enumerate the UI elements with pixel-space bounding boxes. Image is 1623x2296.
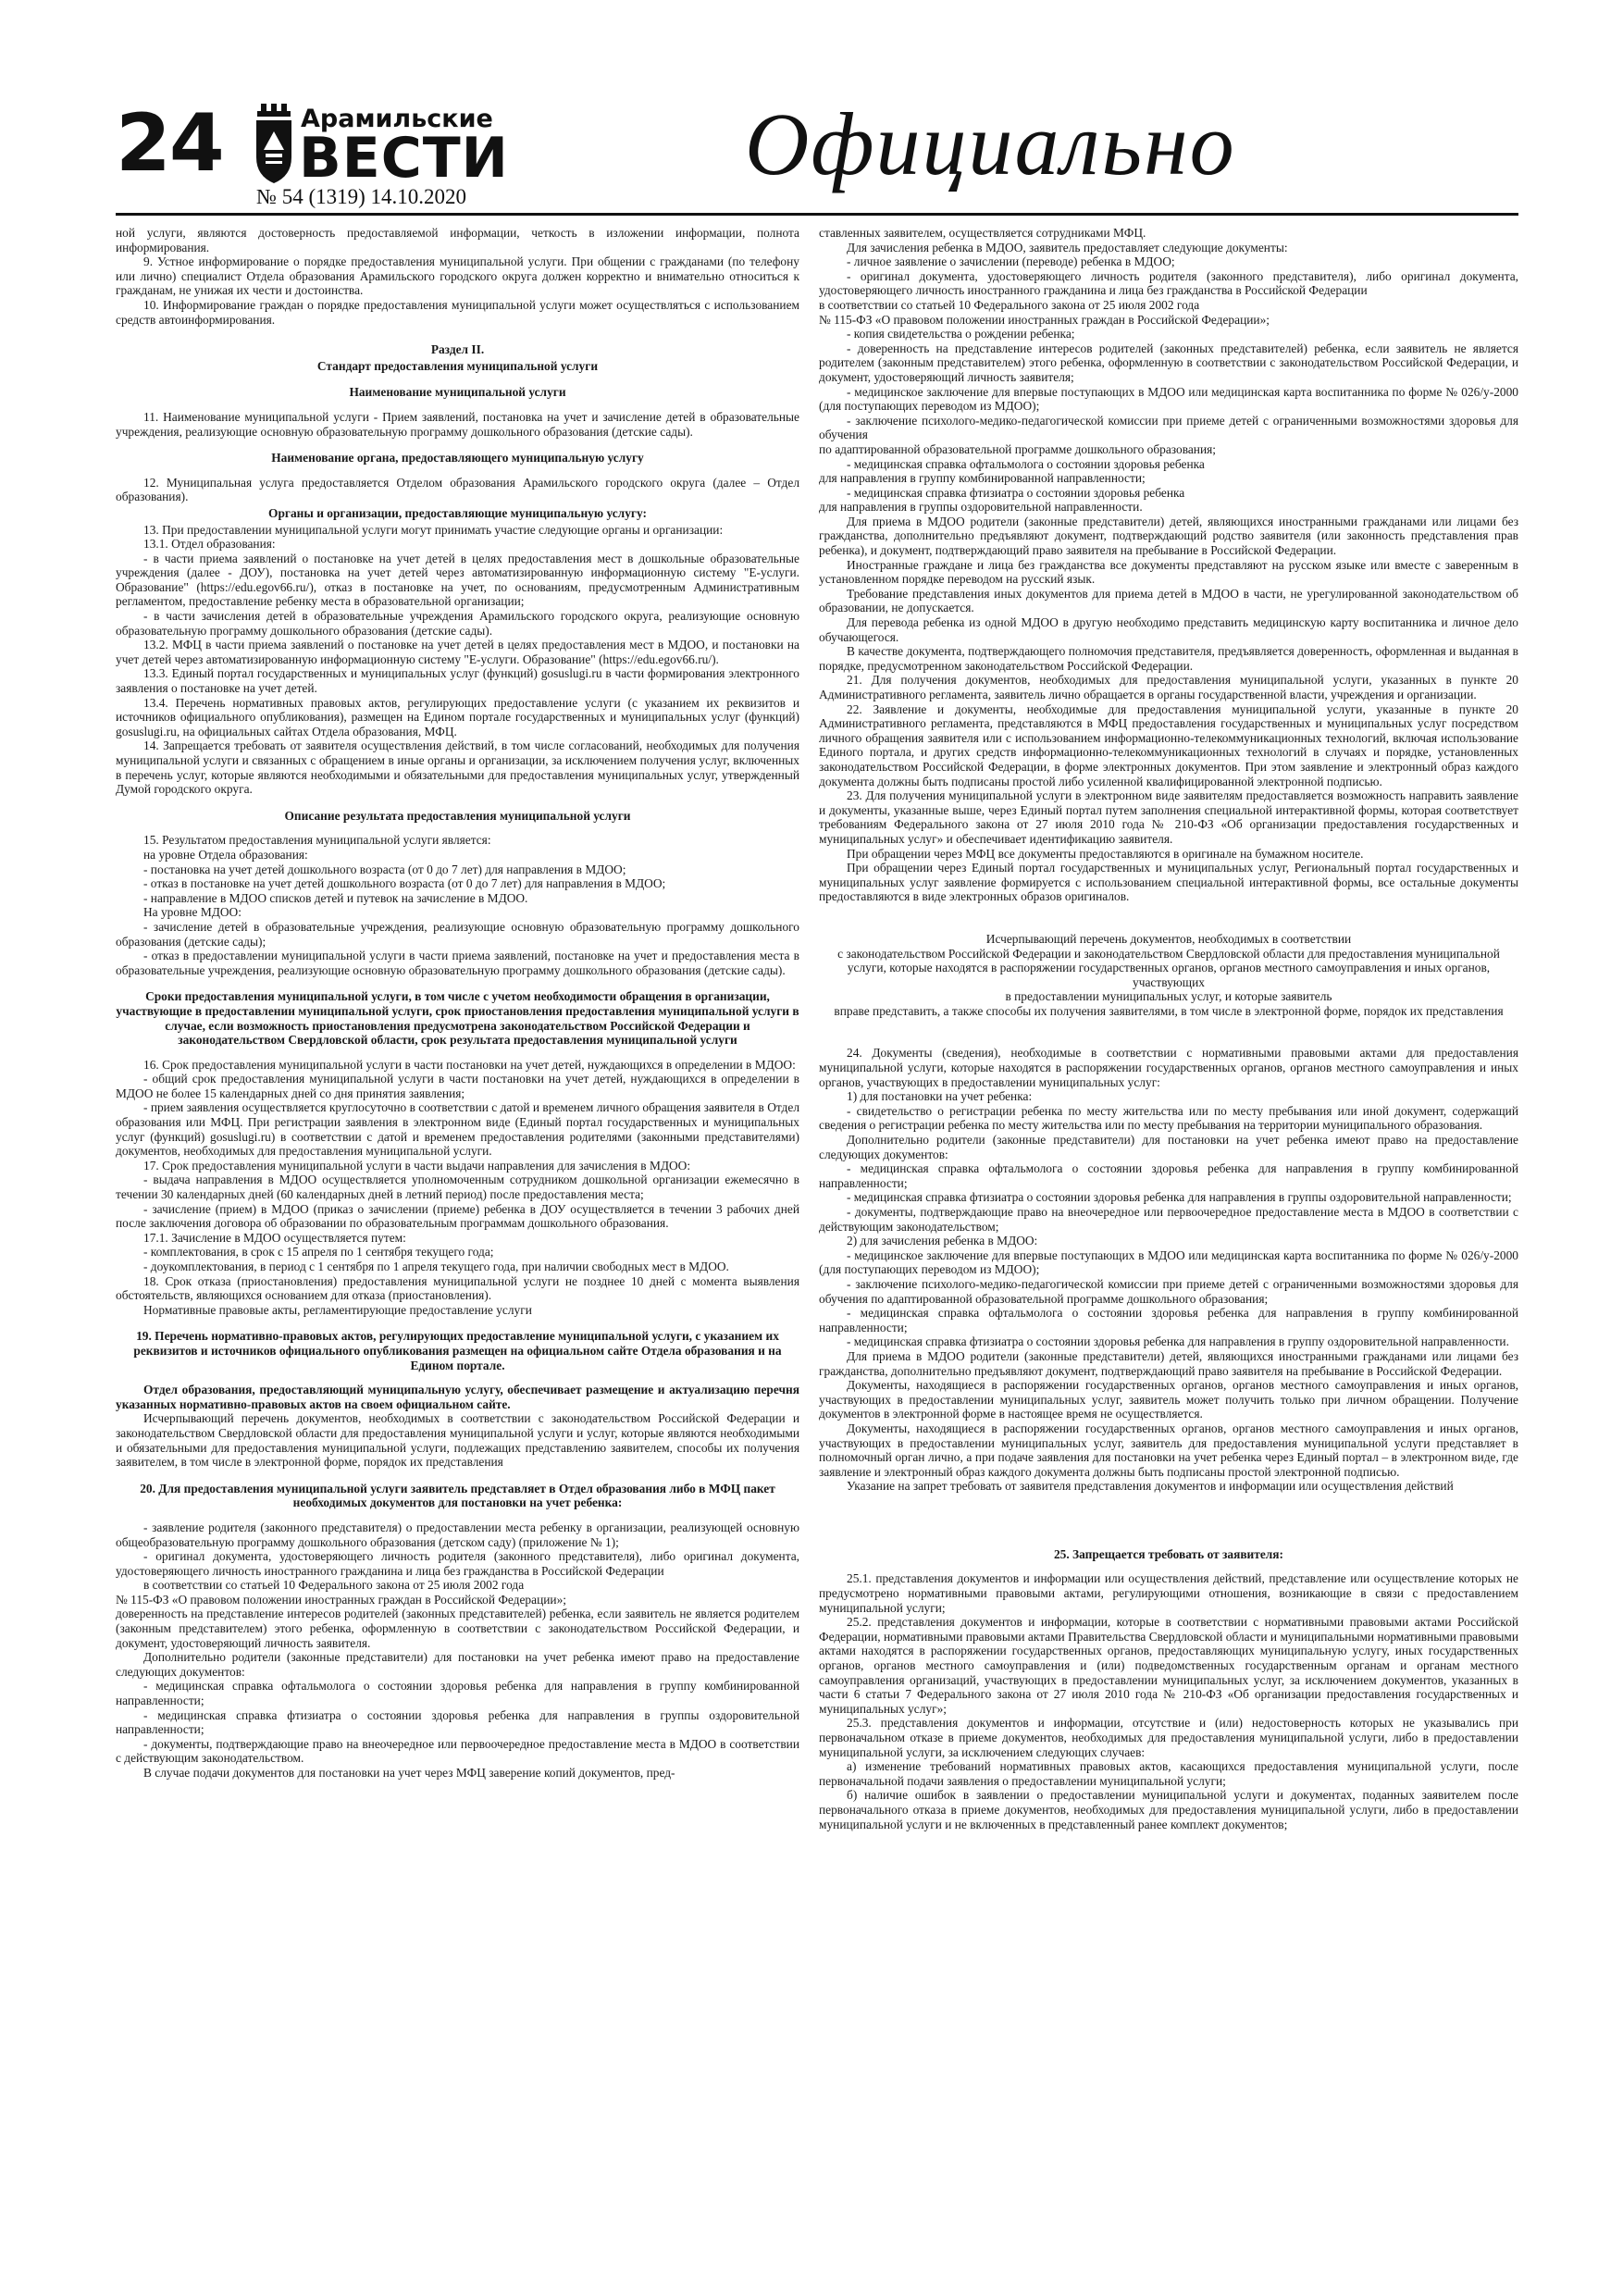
coat-of-arms-logo <box>253 104 295 183</box>
paragraph: - медицинская справка офтальмолога о состоянии здоровья ребенка для направления в группу комбинированной направленности; <box>819 1306 1518 1334</box>
page-number: 24 <box>116 97 223 190</box>
paragraph: - документы, подтверждающие право на внеочередное или первоочередное предоставление места в МДОО в соответствии с действующим законодательством; <box>819 1205 1518 1234</box>
paragraph: - медицинская справка фтизиатра о состоянии здоровья ребенка для направления в группу оздоровительной направленности. <box>847 1334 1509 1349</box>
brand-name-top: Арамильские <box>301 105 493 133</box>
paragraph: - медицинская справка офтальмолога о состоянии здоровья ребенка для направления в группу комбинированной направленности; <box>819 1161 1518 1190</box>
paragraph: - отказ в предоставлении муниципальной услуги в части приема заявлений, постановке на учет и предоставления места в образовательные учреждения, реализующие основную образовательную программу дошкольного образования (детские сады). <box>116 949 799 977</box>
paragraph: 21. Для получения документов, необходимых для предоставления муниципальной услуги, указанных в пункте 20 Административного регламента, заявитель лично обращается в органы государственной власти, учреждения и организации. <box>819 673 1518 701</box>
paragraph: - комплектования, в срок с 15 апреля по 1 сентября текущего года; <box>143 1245 494 1260</box>
paragraph: - доукомплектования, в период с 1 сентября по 1 апреля текущего года, при наличии свободных мест в МДОО. <box>143 1260 729 1273</box>
subsection-heading: вправе представить, а также способы их получения заявителями, в том числе в электронной форме, порядок их представления <box>834 1003 1504 1018</box>
paragraph: - прием заявления осуществляется круглосуточно в соответствии с датой и временем личного обращения заявителя в Отдел образования или МФЦ. При регистрации заявления в электронном виде (Единый портал государственных и муниципальных услуг (функций) gosuslugi.ru) в соответствии с датой и временем предоставления родителями (законными представителями) документов, необходимых для предоставления муниципальной услуги. <box>116 1100 799 1159</box>
paragraph: 16. Срок предоставления муниципальной услуги в части постановки на учет детей, нуждающихся в определении в МДОО: <box>143 1057 796 1072</box>
paragraph: - медицинская справка офтальмолога о состоянии здоровья ребенка <box>847 456 1205 471</box>
subsection-heading: 19. Перечень нормативно-правовых актов, регулирующих предоставление муниципальной услуги, с указанием их реквизитов и источников официального опубликования размещен на официальном сайте Отдела образования и на Едином портале. <box>133 1329 782 1372</box>
paragraph: - копия свидетельства о рождении ребенка; <box>847 327 1075 341</box>
paragraph: Исчерпывающий перечень документов, необходимых в соответствии с законодательством Российской Федерации и законодательством Свердловской области для предоставления муниципальной услуги и услуг, которые являются необходимыми и обязательными для предоставления муниципальной услуги, подлежащих представлению заявителем, способы их получения заявителем, в том числе в электронной форме, порядок их представления <box>116 1411 799 1470</box>
paragraph: - личное заявление о зачислении (переводе) ребенка в МДОО; <box>847 254 1175 269</box>
paragraph: № 115-ФЗ «О правовом положении иностранных граждан в Российской Федерации»; <box>116 1592 566 1607</box>
paragraph: - заключение психолого-медико-педагогической комиссии при приеме детей с ограниченными возможностями здоровья для обучения по адаптированной образовательной программе дошкольного образования; <box>819 1276 1518 1306</box>
left-column <box>116 226 799 2262</box>
paragraph: 2) для зачисления ребенка в МДОО: <box>847 1234 1038 1248</box>
paragraph: - зачисление детей в образовательные учреждения, реализующие основную образовательную программу дошкольного образования (детские сады); <box>116 919 799 949</box>
paragraph: - свидетельство о регистрации ребенка по месту жительства или по месту пребывания или иной документ, содержащий сведения о регистрации ребенка по месту жительства или по месту пребывания на территории муниципального образования. <box>819 1103 1518 1133</box>
paragraph: 15. Результатом предоставления муниципальной услуги является: <box>143 833 491 848</box>
paragraph: Нормативные правовые акты, регламентирующие предоставление услуги <box>143 1302 532 1317</box>
paragraph: - медицинская справка офтальмолога о состоянии здоровья ребенка для направления в группу комбинированной направленности; <box>116 1679 799 1708</box>
paragraph: - медицинская справка фтизиатра о состоянии здоровья ребенка для направления в группы оздоровительной направленности; <box>847 1190 1512 1205</box>
paragraph: 18. Срок отказа (приостановления) предоставления муниципальной услуги не позднее 10 дней с момента выявления обстоятельств, являющихся основанием для отказа (приостановления). <box>116 1273 799 1303</box>
paragraph: 13.2. МФЦ в части приема заявлений о постановке на учет детей в целях предоставления мест в МДОО, и постановки на учет детей через автоматизированную информационную систему "Е-услуги. Образование" (https://edu.egov66.ru/). <box>116 638 799 666</box>
paragraph: Для зачисления ребенка в МДОО, заявитель предоставляет следующие документы: <box>847 240 1288 254</box>
paragraph: 13.4. Перечень нормативных правовых актов, регулирующих предоставление услуги (с указанием их реквизитов и источников официального опубликования), размещен на Едином портале государственных и муниципальных услуг (функций) gosuslugi.ru, на официальных сайтах Отдела образования, МФЦ. <box>116 695 799 738</box>
paragraph: 25.1. представления документов и информации или осуществления действий, представление или осуществление которых не предусмотрено нормативными правовыми актами, регулирующими отношения, возникающие в связи с предоставлением муниципальной услуги; <box>819 1571 1518 1615</box>
paragraph: - в части зачисления детей в образовательные учреждения Арамильского городского округа, реализующие основную образовательную программу дошкольного образования (детские сады). <box>116 609 799 638</box>
paragraph: Для перевода ребенка из одной МДОО в другую необходимо представить медицинскую карту воспитанника и личное дело обучающегося. <box>819 615 1518 644</box>
paragraph: - направление в МДОО списков детей и путевок на зачисление в МДОО. <box>143 890 528 905</box>
paragraph: - оригинал документа, удостоверяющего личность родителя (законного представителя), либо оригинал документа, удостоверяющего личность иностранного гражданина и лица без гражданства в Российской Федерации <box>116 1549 799 1578</box>
subsection-heading: в предоставлении муниципальных услуг, и которые заявитель <box>1005 989 1332 1004</box>
subsection-heading: 20. Для предоставления муниципальной услуги заявитель представляет в Отдел образования либо в МФЦ пакет необходимых документов для постановки на учет ребенка: <box>140 1481 775 1510</box>
paragraph: 1) для постановки на учет ребенка: <box>847 1089 1033 1104</box>
paragraph: - постановка на учет детей дошкольного возраста (от 0 до 7 лет) для направления в МДОО; <box>143 862 626 876</box>
paragraph: Для приема в МДОО родители (законные представители) детей, являющихся иностранными гражданами или лицами без гражданства, дополнительно предъявляют документ, подтверждающий родство заявителя (или законность представления прав ребенка), и документ, подтверждающий право заявителя на пребывание в Российской Федерации. <box>819 514 1518 558</box>
masthead <box>116 94 1518 211</box>
paragraph: а) изменение требований нормативных правовых актов, касающихся предоставления муниципальной услуги, после первоначальной подачи заявления о предоставлении муниципальной услуги; <box>819 1759 1518 1788</box>
paragraph: 13. При предоставлении муниципальной услуги могут принимать участие следующие органы и организации: <box>143 522 724 537</box>
section-title: Официально <box>745 94 1236 193</box>
paragraph: № 115-ФЗ «О правовом положении иностранных граждан в Российской Федерации»; <box>819 312 1270 327</box>
paragraph: ной услуги, являются достоверность предоставляемой информации, четкость в изложении информации, полнота информирования. <box>116 226 799 254</box>
paragraph: 17.1. Зачисление в МДОО осуществляется путем: <box>143 1230 406 1245</box>
paragraph: В случае подачи документов для постановки на учет через МФЦ заверение копий документов, пред- <box>143 1766 675 1780</box>
subsection-heading: 25. Запрещается требовать от заявителя: <box>1053 1546 1284 1561</box>
paragraph: б) наличие ошибок в заявлении о предоставлении муниципальной услуги и документах, поданных заявителем после первоначального отказа в приеме документов, необходимых для предоставления муниципальной услуги, либо в предоставлении муниципальной услуги и не включенных в представленный ранее комплект документов; <box>819 1788 1518 1831</box>
paragraph: 10. Информирование граждан о порядке предоставления муниципальной услуги может осуществляться с использованием средств автоинформирования. <box>116 297 799 327</box>
subsection-heading: Исчерпывающий перечень документов, необходимых в соответствии <box>985 931 1352 946</box>
subsection-heading: с законодательством Российской Федерации и законодательством Свердловской области для предоставления муниципальной услуги, которые находятся в распоряжении государственных органов, органов местного самоуправления и иных органов, участвующих <box>837 946 1500 989</box>
paragraph: При обращении через Единый портал государственных и муниципальных услуг, Региональный портал государственных и муниципальных услуг заявление формируется с использованием специальной интерактивной формы, все остальные документы предоставляются в виде электронных образов оригиналов. <box>819 861 1518 904</box>
issue-info: № 54 (1319) 14.10.2020 <box>256 185 467 208</box>
paragraph: 11. Наименование муниципальной услуги - Прием заявлений, постановка на учет и зачисление детей в образовательные учреждения, реализующие основную образовательную программу дошкольного образования (детские сады). <box>116 409 799 439</box>
header-rule <box>116 213 1518 216</box>
paragraph: - медицинская справка фтизиатра о состоянии здоровья ребенка для направления в группы оздоровительной направленности; <box>116 1707 799 1737</box>
paragraph: - медицинская справка фтизиатра о состоянии здоровья ребенка <box>847 485 1185 500</box>
right-column <box>819 226 1518 2262</box>
paragraph: 14. Запрещается требовать от заявителя осуществления действий, в том числе согласований, необходимых для получения муниципальной услуги и связанных с обращением в иные органы и организации, за исключением получения услуг, включенных в перечень услуг, которые являются необходимыми и обязательными для предоставления муниципальных услуг, утвержденный Думой городского округа. <box>116 738 799 797</box>
paragraph: для направления в группу комбинированной направленности; <box>819 471 1146 486</box>
section-heading: Раздел II. <box>430 342 485 357</box>
paragraph: для направления в группы оздоровительной направленности. <box>819 500 1143 515</box>
paragraph: Указание на запрет требовать от заявителя представления документов и информации или осуществления действий <box>847 1479 1454 1494</box>
paragraph: Для приема в МДОО родители (законные представители) детей, являющихся иностранными гражданами или лицами без гражданства, дополнительно предъявляют документ, подтверждающий право заявителя на пребывание в Российской Федерации. <box>819 1348 1518 1378</box>
paragraph: 24. Документы (сведения), необходимые в соответствии с нормативными правовыми актами для предоставления муниципальной услуги, которые находятся в распоряжении государственных органов, органов местного самоуправления и иных органов, участвующих в предоставлении муниципальных услуг: <box>819 1046 1518 1089</box>
paragraph: 25.3. представления документов и информации, отсутствие и (или) недостоверность которых не указывались при первоначальном отказе в приеме документов, необходимых для предоставления муниципальной услуги, либо в предоставлении муниципальной услуги, за исключением следующих случаев: <box>819 1716 1518 1759</box>
subsection-heading: Наименование органа, предоставляющего муниципальную услугу <box>271 451 644 465</box>
paragraph: Дополнительно родители (законные представители) для постановки на учет ребенка имеют право на предоставление следующих документов: <box>116 1650 799 1679</box>
paragraph: 25.2. представления документов и информации, которые в соответствии с нормативными правовыми актами Российской Федерации, нормативными правовыми актами Правительства Свердловской области и муниципальными нормативными правовыми актами находятся в распоряжении государственных органов, предоставляющих муниципальную услугу, иных государственных органов, органов местного самоуправления и (или) подведомственных государственным органам и органам местного самоуправления организаций, участвующих в предоставлении муниципальных услуг, за исключением документов, указанных в части 6 статьи 7 Федерального закона от 27 июля 2010 года № 210-ФЗ «Об организации предоставления государственных и муниципальных услуг»; <box>819 1615 1518 1716</box>
subsection-heading: Наименование муниципальной услуги <box>349 385 566 400</box>
paragraph: - оригинал документа, удостоверяющего личность родителя (законного представителя), либо оригинал документа, удостоверяющего личность иностранного гражданина и лица без гражданства в Российской Федерации <box>819 268 1518 298</box>
paragraph: по адаптированной образовательной программе дошкольного образования; <box>819 441 1216 456</box>
paragraph: ставленных заявителем, осуществляется сотрудниками МФЦ. <box>819 226 1146 240</box>
brand-name-main: ВЕСТИ <box>299 126 509 191</box>
subsection-heading: Сроки предоставления муниципальной услуги, в том числе с учетом необходимости обращения в организации, участвующие в предоставлении муниципальной услуги, срок приостановления предоставления муниципальной услуги в случае, если возможность приостановления предусмотрена законодательством Российской Федерации и законодательством Свердловской области, срок результата предоставления муниципальной услуги <box>116 989 799 1048</box>
paragraph: - заключение психолого-медико-педагогической комиссии при приеме детей с ограниченными возможностями здоровья для обучения <box>819 413 1518 442</box>
paragraph: - медицинское заключение для впервые поступающих в МДОО или медицинская карта воспитанника по форме № 026/у-2000 (для поступающих переводом из МДОО); <box>819 384 1518 414</box>
paragraph: доверенность на представление интересов родителей (законных представителей) ребенка, если заявитель не является родителем (законным представителем) этого ребенка, оформленную в соответствии с законодательством Российской Федерации, и документ, удостоверяющий личность заявителя. <box>116 1607 799 1650</box>
paragraph: При обращении через МФЦ все документы предоставляются в оригинале на бумажном носителе. <box>847 846 1364 861</box>
paragraph-bold: Отдел образования, предоставляющий муниципальную услугу, обеспечивает размещение и актуализацию перечня указанных нормативно-правовых актов на своем официальном сайте. <box>116 1383 799 1411</box>
paragraph: - отказ в постановке на учет детей дошкольного возраста (от 0 до 7 лет) для направления в МДОО; <box>143 876 666 891</box>
paragraph: в соответствии со статьей 10 Федерального закона от 25 июля 2002 года <box>143 1578 525 1593</box>
subsection-heading: Органы и организации, предоставляющие муниципальную услугу: <box>268 505 647 520</box>
paragraph: на уровне Отдела образования: <box>143 847 308 862</box>
paragraph: На уровне МДОО: <box>143 905 242 920</box>
paragraph: - медицинское заключение для впервые поступающих в МДОО или медицинская карта воспитанника по форме № 026/у-2000 (для поступающих переводом из МДОО); <box>819 1247 1518 1277</box>
paragraph: Документы, находящиеся в распоряжении государственных органов, органов местного самоуправления и иных органов, участвующих в предоставлении муниципальных услуг, заявитель для предоставления муниципальной услуги представляет в полномочный орган лично, а при подаче заявления для постановки на учет ребенка через Единый портал – в электронном виде, где заявление и электронный образ каждого документа должны быть подписаны простой электронной подписью. <box>819 1421 1518 1479</box>
section-heading: Стандарт предоставления муниципальной услуги <box>316 358 599 373</box>
paragraph: 22. Заявление и документы, необходимые для предоставления муниципальной услуги, указанные в пункте 20 Административного регламента, представляются в МФЦ предоставления государственных и муниципальных услуг посредством личного обращения заявителя или с использованием информационно-телекоммуникационных технологий, включая использование Единого портала, и других средств информационно-телекоммуникационных технологий в случаях и порядке, установленных законодательством Российской Федерации, в форме электронных документов. При этом заявление и электронный образ каждого документа должны быть подписаны простой либо усиленной квалифицированной электронной подписью. <box>819 701 1518 788</box>
paragraph: - заявление родителя (законного представителя) о предоставлении места ребенку в организации, реализующей основную общеобразовательную программу дошкольного образования (детском саду) (приложение № 1); <box>116 1520 799 1549</box>
paragraph: - в части приема заявлений о постановке на учет детей в целях предоставления мест в дошкольные образовательные учреждения (далее - ДОУ), постановка на учет детей через автоматизированную информационную систему "Е-услуги. Образование" (https://edu.egov66.ru/), отказ в постановке на учет, по основаниям, предусмотренным Административным регламентом, предоставление ребенку места в образовательной организации; <box>116 551 799 609</box>
paragraph: Требование представления иных документов для приема детей в МДОО в части, не урегулированной законодательством об образовании, не допускается. <box>819 586 1518 615</box>
paragraph: 12. Муниципальная услуга предоставляется Отделом образования Арамильского городского округа (далее – Отдел образования). <box>116 475 799 504</box>
paragraph: - документы, подтверждающие право на внеочередное или первоочередное предоставление места в МДОО в соответствии с действующим законодательством. <box>116 1736 799 1766</box>
paragraph: Иностранные граждане и лица без гражданства все документы представляют на русском языке или вместе с заверенным в установленном порядке переводом на русский язык. <box>819 557 1518 587</box>
paragraph: - доверенность на представление интересов родителей (законных представителей) ребенка, если заявитель не является родителем (законным представителем) этого ребенка, оформленную в соответствии с законодательством Российской Федерации, и документ, удостоверяющий личность заявителя; <box>819 341 1518 384</box>
paragraph: 9. Устное информирование о порядке предоставления муниципальной услуги. При общении с гражданами (по телефону или лично) специалист Отдела образования Арамильского городского округа должен корректно и внимательно относиться к гражданам, не унижая их чести и достоинства. <box>116 254 799 298</box>
paragraph: - общий срок предоставления муниципальной услуги в части постановки на учет детей, нуждающихся в определении в МДОО не более 15 календарных дней со дня принятия заявления; <box>116 1072 799 1100</box>
paragraph: 13.1. Отдел образования: <box>143 537 276 552</box>
subsection-heading: Описание результата предоставления муниципальной услуги <box>284 808 631 823</box>
paragraph: В качестве документа, подтверждающего полномочия представителя, предъявляется доверенность, оформленная и выданная в порядке, предусмотренном законодательством Российской Федерации. <box>819 644 1518 673</box>
paragraph: в соответствии со статьей 10 Федерального закона от 25 июля 2002 года <box>819 297 1200 312</box>
paragraph: - выдача направления в МДОО осуществляется уполномоченным сотрудником дошкольной организации ежемесячно в течении 30 календарных дней (60 календарных дней в летний период) после предоставления места; <box>116 1173 799 1202</box>
paragraph: Документы, находящиеся в распоряжении государственных органов, органов местного самоуправления и иных органов, участвующих в предоставлении муниципальных услуг, заявитель может получить только при личном обращении. Получение документов в электронной форме в настоящее время не осуществляется. <box>819 1378 1518 1421</box>
paragraph: 13.3. Единый портал государственных и муниципальных услуг (функций) gosuslugi.ru в части формирования электронного заявления о постановке на учет детей. <box>116 666 799 696</box>
paragraph: - зачисление (прием) в МДОО (приказ о зачислении (приеме) ребенка в ДОУ осуществляется в течении 3 рабочих дней после заключения договора об образовании по образовательным программам дошкольного образования. <box>116 1201 799 1231</box>
paragraph: 17. Срок предоставления муниципальной услуги в части выдачи направления для зачисления в МДОО: <box>143 1158 691 1173</box>
paragraph: 23. Для получения муниципальной услуги в электронном виде заявителям предоставляется возможность направить заявление и документы, указанные выше, через Единый портал путем заполнения специальной интерактивной формы, которая соответствует требованиям Федерального закона от 27 июля 2010 года № 210-ФЗ «Об организации предоставления государственных и муниципальных услуг» и обеспечивает идентификацию заявителя. <box>819 788 1518 846</box>
paragraph: Дополнительно родители (законные представители) для постановки на учет ребенка имеют право на предоставление следующих документов: <box>819 1133 1518 1161</box>
